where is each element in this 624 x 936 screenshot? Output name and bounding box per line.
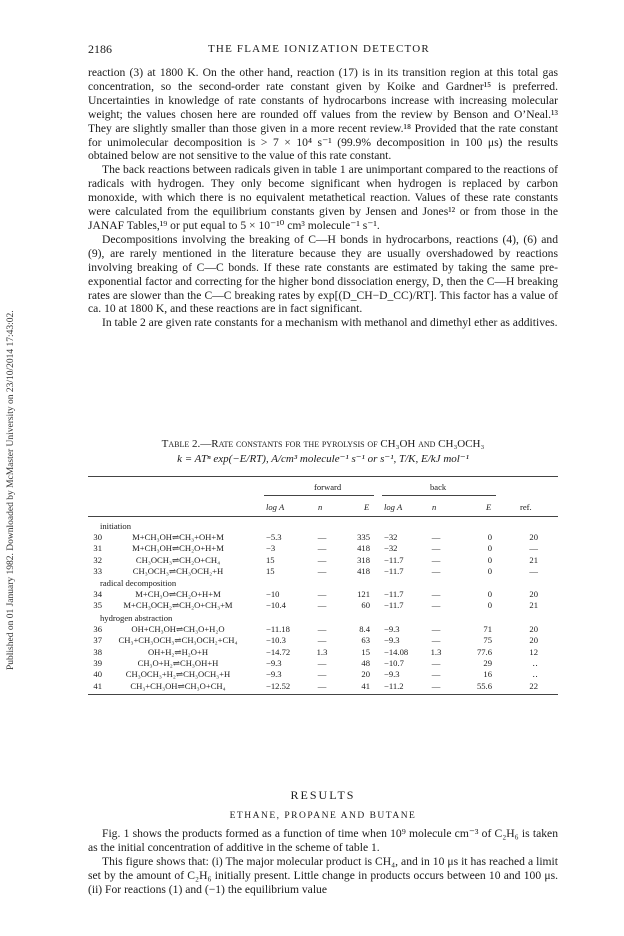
table-top-rule xyxy=(88,476,558,477)
table-cell-reaction: M+CH₃OCH₂⇌CH₂O+CH₃+M xyxy=(123,600,233,611)
table-cell-n-f: — xyxy=(317,565,327,576)
table-cell-loga-f: 15 xyxy=(266,554,275,565)
table-cell-n-b: — xyxy=(431,543,441,554)
table-cell-loga-b: −11.7 xyxy=(384,600,404,611)
col-e-back: E xyxy=(486,502,492,512)
table-cell-loga-b: −14.08 xyxy=(384,646,409,657)
section-radical-decomposition: radical decomposition xyxy=(100,578,177,588)
table-cell-loga-b: −11.7 xyxy=(384,565,404,576)
paragraph: Decompositions involving the breaking of C—H bonds in hydrocarbons, reactions (4), (6) and (9), are rarely mentioned in the literature because they are usually overshadowed by reactions involving breaking of C—C bonds. If these rate constants are estimated by taking the same pre-exponential factor and correcting for the higher bond dissociation energy, D, then the C—H breaking rates are slower than the C—C breaking rates by exp[(D_CH−D_CC)/RT]. This factor has a value of ca. 10 at 1800 K, and these reactions are in fact significant. xyxy=(88,232,558,316)
table-cell-loga-b: −11.7 xyxy=(384,589,404,599)
paragraph: The back reactions between radicals given in table 1 are unimportant compared to the reactions of radicals with hydrogen. They only become significant when hydrogen is replaced by carbon monoxide, with which there is no equivalent metathetical reaction. Values of these rate constants were calculated from the equilibrium constants given by Jensen and Jones¹² or from those in the JANAF Tables,¹⁹ or put equal to 5 × 10⁻¹⁰ cm³ molecule⁻¹ s⁻¹. xyxy=(88,163,558,232)
table-cell-n-b: — xyxy=(431,669,441,680)
table-caption xyxy=(88,437,558,466)
table-cell-loga-f: −9.3 xyxy=(266,657,282,668)
table-cell-e-f: 15 xyxy=(361,646,370,657)
table-cell-n-f: — xyxy=(317,589,327,599)
table-cell-e-f: 41 xyxy=(361,680,370,691)
table-cell-reaction: M+CH₃O⇌CH₂O+H+M xyxy=(135,589,221,599)
table-cell-num: 30 xyxy=(93,532,102,542)
table-cell-ref: 20 xyxy=(529,624,538,634)
table-cell-e-b: 0 xyxy=(487,554,492,565)
table-cell-num: 37 xyxy=(93,635,102,646)
section-hydrogen-abstraction: hydrogen abstraction xyxy=(100,613,173,623)
section-initiation: initiation xyxy=(100,521,132,531)
table-cell-e-f: 60 xyxy=(361,600,370,611)
table-cell-ref: 22 xyxy=(529,680,538,691)
table-cell-n-f: — xyxy=(317,669,327,680)
table-cell-n-b: — xyxy=(431,532,441,542)
table-cell-num: 41 xyxy=(93,680,102,691)
table-cell-reaction: M+CH₃OH⇌CH₂O+H+M xyxy=(132,543,224,554)
table-row xyxy=(88,566,558,577)
table-cell-n-b: — xyxy=(431,680,441,691)
table-units: k = ATⁿ exp(−E/RT), A/cm³ molecule⁻¹ s⁻¹ or s⁻¹, T/K, E/kJ mol⁻¹ xyxy=(177,453,469,465)
table-cell-e-f: 318 xyxy=(357,554,370,565)
table-cell-n-f: 1.3 xyxy=(316,646,328,657)
table-header-rule xyxy=(88,516,558,517)
table-cell-ref: ‥ xyxy=(532,657,538,668)
table-cell-ref: ‥ xyxy=(532,669,538,680)
table-cell-n-b: — xyxy=(431,657,441,668)
table-cell-n-b: — xyxy=(431,635,441,646)
table-cell-n-f: — xyxy=(317,680,327,691)
table-cell-ref: — xyxy=(529,543,538,554)
col-n-back: n xyxy=(432,502,437,512)
table-cell-e-b: 0 xyxy=(487,589,492,599)
table-cell-loga-b: −11.2 xyxy=(384,680,404,691)
table-cell-loga-f: −3 xyxy=(266,543,276,554)
table-cell-e-b: 0 xyxy=(487,600,492,611)
table-cell-n-b: — xyxy=(431,554,441,565)
table-cell-ref: 20 xyxy=(529,532,538,542)
table-row xyxy=(88,669,558,680)
table-cell-n-b: — xyxy=(431,600,441,611)
table-cell-n-b: — xyxy=(431,565,441,576)
table-bottom-rule xyxy=(88,694,558,695)
back-group-label: back xyxy=(430,482,447,492)
table-cell-reaction: CH₃+CH₃OCH₃⇌CH₃OCH₂+CH₄ xyxy=(118,635,238,646)
paragraph: reaction (3) at 1800 K. On the other hand, reaction (17) is in its transition region at this total gas concentration, so the second-order rate constant given by Koike and Gardner¹⁵ is preferred. Uncertainties in knowledge of rate constants of hydrocarbons increase with increasing molecular weight; the values chosen here are rounded off values from the review by Benson and O’Neal.¹³ They are slightly smaller than those given in a more recent review.¹⁸ Provided that the rate constant for unimolecular decomposition is > 7 × 10⁴ s⁻¹ (99.9% decomposition in 100 μs) the results obtained below are not sensitive to the value of this rate constant. xyxy=(88,66,558,163)
table-cell-loga-f: −5.3 xyxy=(266,532,282,542)
table-cell-loga-f: −10 xyxy=(266,589,280,599)
back-group-rule xyxy=(382,495,496,496)
body-text xyxy=(88,66,558,330)
running-title: THE FLAME IONIZATION DETECTOR xyxy=(208,43,430,55)
table-cell-e-f: 418 xyxy=(357,543,370,554)
table-cell-e-b: 0 xyxy=(487,532,492,542)
table-cell-loga-f: 15 xyxy=(266,565,275,576)
table-cell-loga-f: −11.18 xyxy=(266,624,290,634)
table-cell-ref: 12 xyxy=(529,646,538,657)
table-cell-e-f: 335 xyxy=(357,532,370,542)
table-cell-loga-f: −10.4 xyxy=(266,600,286,611)
table-row xyxy=(88,647,558,658)
table-cell-e-b: 16 xyxy=(483,669,492,680)
table-cell-loga-b: −11.7 xyxy=(384,554,404,565)
table-cell-loga-f: −12.52 xyxy=(266,680,291,691)
table-cell-e-f: 63 xyxy=(361,635,370,646)
table-cell-e-b: 55.6 xyxy=(476,680,492,691)
table-cell-n-f: — xyxy=(317,554,327,565)
table-cell-e-b: 71 xyxy=(483,624,492,634)
table-row xyxy=(88,658,558,669)
table-cell-n-f: — xyxy=(317,600,327,611)
table-cell-reaction: CH₃OCH₃⇌CH₂O+CH₄ xyxy=(135,554,221,565)
table-cell-num: 40 xyxy=(93,669,102,680)
table-row xyxy=(88,543,558,554)
table-row xyxy=(88,681,558,692)
table-cell-loga-f: −14.72 xyxy=(266,646,291,657)
table-cell-num: 34 xyxy=(93,589,102,599)
results-heading: RESULTS xyxy=(290,788,356,802)
table-cell-n-f: — xyxy=(317,532,327,542)
paragraph: This figure shows that: (i) The major molecular product is CH₄, and in 10 μs it has reached a limit set by the amount of C₂H₆ initially present. Little change in products occurs between 10 and 100 μs. (ii) For reactions (1) and (−1) the equilibrium value xyxy=(88,854,558,896)
table-cell-num: 32 xyxy=(93,554,102,565)
page-number: 2186 xyxy=(88,42,112,56)
table-cell-e-f: 121 xyxy=(357,589,370,599)
table-cell-num: 38 xyxy=(93,646,102,657)
table-cell-e-f: 48 xyxy=(361,657,370,668)
table-cell-num: 36 xyxy=(93,624,102,634)
table-cell-reaction: CH₃+CH₃OH⇌CH₃O+CH₄ xyxy=(130,680,226,691)
table-cell-e-f: 8.4 xyxy=(359,624,370,634)
paragraph: In table 2 are given rate constants for a mechanism with methanol and dimethyl ether as additives. xyxy=(102,316,558,330)
table-cell-n-f: — xyxy=(317,635,327,646)
paragraph: Fig. 1 shows the products formed as a function of time when 10⁹ molecule cm⁻³ of C₂H₆ is taken as the initial concentration of additive in the scheme of table 1. xyxy=(88,827,558,854)
table-row xyxy=(88,624,558,635)
table-cell-loga-b: −32 xyxy=(384,543,398,554)
table-cell-num: 35 xyxy=(93,600,102,611)
table-cell-loga-b: −9.3 xyxy=(384,624,400,634)
table-cell-loga-f: −9.3 xyxy=(266,669,282,680)
table-cell-e-f: 20 xyxy=(361,669,370,680)
table-cell-ref: — xyxy=(529,565,538,576)
table-cell-n-f: — xyxy=(317,624,327,634)
table-row xyxy=(88,635,558,646)
table-cell-reaction: OH+CH₃OH⇌CH₃O+H₂O xyxy=(131,624,225,634)
table-cell-e-b: 0 xyxy=(487,565,492,576)
table-row xyxy=(88,532,558,543)
col-e-forward: E xyxy=(364,502,370,512)
table-cell-num: 31 xyxy=(93,543,102,554)
table-row xyxy=(88,589,558,600)
table-cell-e-b: 29 xyxy=(483,657,492,668)
table-cell-reaction: CH₃OCH₃⇌CH₃OCH₂+H xyxy=(132,565,224,576)
running-header xyxy=(88,42,558,60)
table-cell-e-b: 77.6 xyxy=(476,646,492,657)
forward-group-label: forward xyxy=(314,482,342,492)
table-cell-ref: 21 xyxy=(529,554,538,565)
table-cell-num: 39 xyxy=(93,657,102,668)
table-cell-loga-b: −9.3 xyxy=(384,669,400,680)
col-n-forward: n xyxy=(318,502,323,512)
col-log-a-forward: log A xyxy=(266,502,285,512)
table-cell-e-b: 0 xyxy=(487,543,492,554)
forward-group-rule xyxy=(264,495,374,496)
table-cell-reaction: M+CH₃OH⇌CH₃+OH+M xyxy=(132,532,224,542)
table-cell-n-b: — xyxy=(431,624,441,634)
col-log-a-back: log A xyxy=(384,502,403,512)
table-cell-reaction: CH₃O+H₂⇌CH₃OH+H xyxy=(137,657,219,668)
table-title: Table 2.—Rate constants for the pyrolysis of CH₃OH and CH₃OCH₃ xyxy=(161,438,485,450)
table-cell-n-f: — xyxy=(317,543,327,554)
table-cell-n-b: 1.3 xyxy=(430,646,442,657)
table-cell-loga-b: −32 xyxy=(384,532,398,542)
table-cell-ref: 21 xyxy=(529,600,538,611)
table-cell-e-f: 418 xyxy=(357,565,370,576)
results-text xyxy=(88,827,558,897)
table-cell-loga-b: −10.7 xyxy=(384,657,404,668)
table-cell-n-f: — xyxy=(317,657,327,668)
table-cell-reaction: OH+H₂⇌H₂O+H xyxy=(147,646,209,657)
table-cell-loga-f: −10.3 xyxy=(266,635,286,646)
table-row xyxy=(88,555,558,566)
subsection-heading: ETHANE, PROPANE AND BUTANE xyxy=(229,811,417,821)
table-cell-num: 33 xyxy=(93,565,102,576)
download-watermark: Published on 01 January 1982. Downloaded by McMaster University on 23/10/2014 17:43:02. xyxy=(6,310,16,670)
table-cell-n-b: — xyxy=(431,589,441,599)
table-row xyxy=(88,600,558,611)
table-cell-loga-b: −9.3 xyxy=(384,635,400,646)
col-ref: ref. xyxy=(520,502,532,512)
table-cell-ref: 20 xyxy=(529,635,538,646)
table-cell-reaction: CH₃OCH₃+H₂⇌CH₃OCH₃+H xyxy=(125,669,231,680)
table-cell-ref: 20 xyxy=(529,589,538,599)
table-cell-e-b: 75 xyxy=(483,635,492,646)
